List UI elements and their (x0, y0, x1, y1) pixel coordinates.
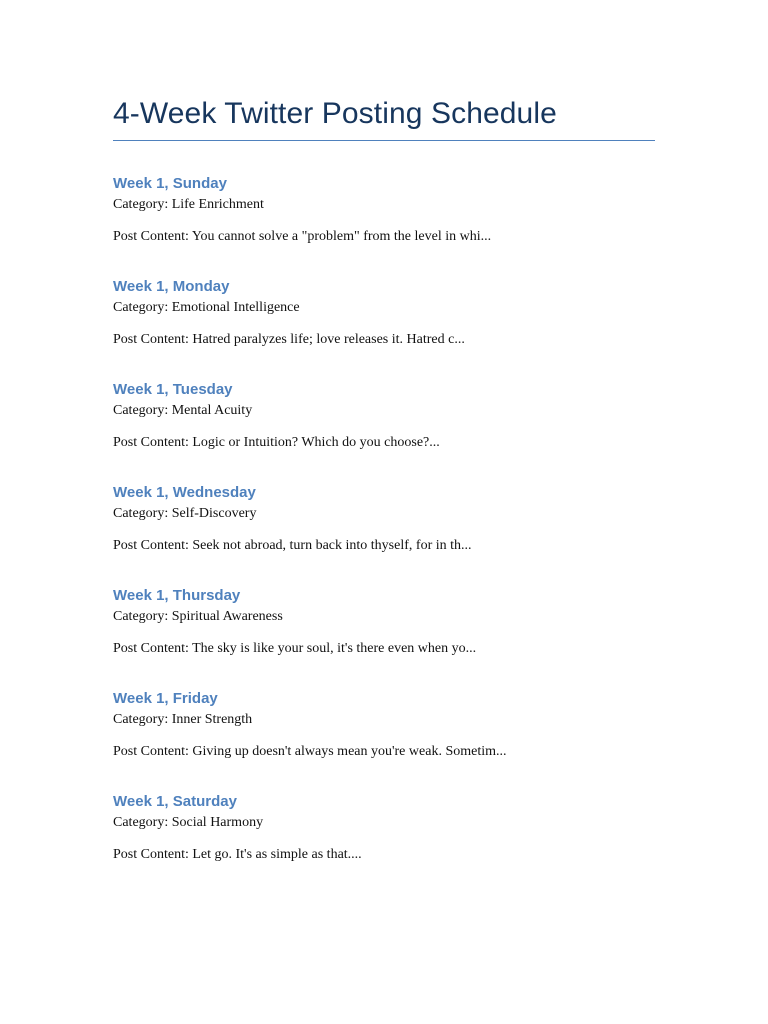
entry-category: Category: Inner Strength (113, 712, 253, 727)
entry-post-content: Post Content: You cannot solve a "problem" from the level in whi... (113, 229, 492, 244)
entry-post-content: Post Content: Let go. It's as simple as that.... (113, 847, 362, 862)
entry-post-content: Post Content: Hatred paralyzes life; love releases it. Hatred c... (113, 332, 465, 347)
entry-heading: Week 1, Tuesday (113, 381, 233, 398)
document-page (113, 94, 655, 894)
entry-heading: Week 1, Monday (113, 278, 230, 295)
schedule-entry-wednesday (113, 482, 655, 556)
schedule-entry-sunday (113, 173, 655, 247)
title-divider (113, 140, 655, 141)
entry-category: Category: Emotional Intelligence (113, 300, 300, 315)
entry-heading: Week 1, Thursday (113, 587, 241, 604)
entry-category: Category: Mental Acuity (113, 403, 253, 418)
schedule-entry-saturday (113, 791, 655, 865)
schedule-entry-monday (113, 276, 655, 350)
schedule-entry-tuesday (113, 379, 655, 453)
entry-heading: Week 1, Sunday (113, 175, 227, 192)
entry-post-content: Post Content: The sky is like your soul, it's there even when yo... (113, 641, 477, 656)
entry-post-content: Post Content: Logic or Intuition? Which do you choose?... (113, 435, 440, 450)
entry-category: Category: Self-Discovery (113, 506, 257, 521)
entry-category: Category: Life Enrichment (113, 197, 264, 212)
entry-category: Category: Spiritual Awareness (113, 609, 283, 624)
entry-heading: Week 1, Saturday (113, 793, 237, 810)
entry-post-content: Post Content: Giving up doesn't always mean you're weak. Sometim... (113, 744, 507, 759)
schedule-entry-friday (113, 688, 655, 762)
document-title: 4-Week Twitter Posting Schedule (113, 97, 557, 130)
entry-post-content: Post Content: Seek not abroad, turn back into thyself, for in th... (113, 538, 472, 553)
entry-heading: Week 1, Wednesday (113, 484, 256, 501)
entry-heading: Week 1, Friday (113, 690, 218, 707)
schedule-entry-thursday (113, 585, 655, 659)
entry-category: Category: Social Harmony (113, 815, 264, 830)
